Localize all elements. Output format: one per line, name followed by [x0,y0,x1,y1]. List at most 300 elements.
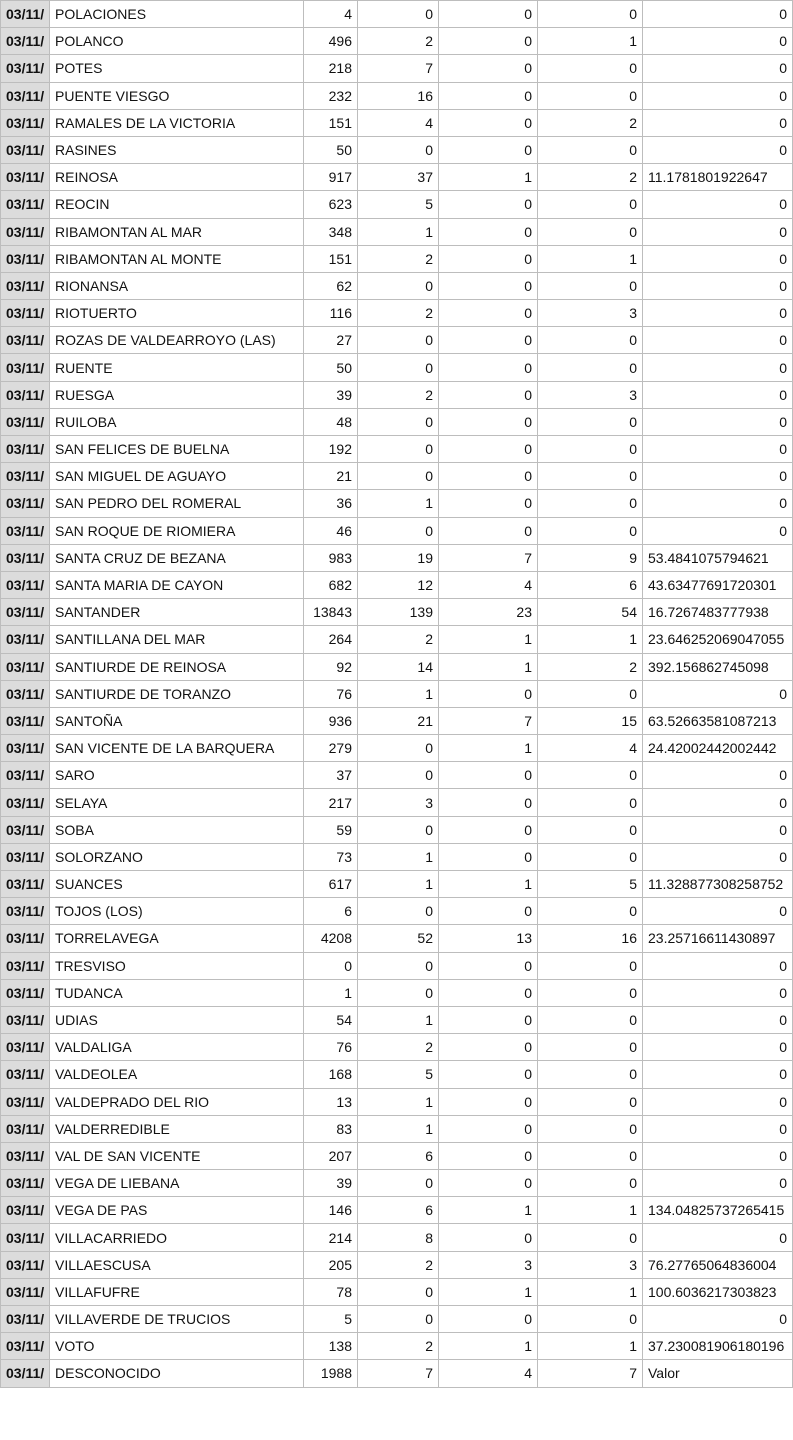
value-cell-3[interactable]: 0 [439,1006,538,1033]
municipality-cell[interactable]: RAMALES DE LA VICTORIA [50,109,304,136]
date-cell[interactable]: 03/11/ [1,816,50,843]
value-cell-3[interactable]: 0 [439,191,538,218]
value-cell-3[interactable]: 0 [439,245,538,272]
value-cell-5[interactable]: 0 [643,109,793,136]
value-cell-4[interactable]: 2 [538,109,643,136]
value-cell-4[interactable]: 0 [538,436,643,463]
municipality-cell[interactable]: VILLACARRIEDO [50,1224,304,1251]
municipality-cell[interactable]: VALDEOLEA [50,1061,304,1088]
value-cell-4[interactable]: 0 [538,408,643,435]
value-cell-4[interactable]: 1 [538,626,643,653]
value-cell-2[interactable]: 2 [358,1333,439,1360]
value-cell-3[interactable]: 0 [439,1115,538,1142]
value-cell-4[interactable]: 1 [538,245,643,272]
date-cell[interactable]: 03/11/ [1,1142,50,1169]
value-cell-5[interactable]: 16.7267483777938 [643,599,793,626]
value-cell-5[interactable]: 0 [643,490,793,517]
value-cell-1[interactable]: 617 [304,871,358,898]
date-cell[interactable]: 03/11/ [1,1197,50,1224]
value-cell-1[interactable]: 13843 [304,599,358,626]
value-cell-1[interactable]: 1988 [304,1360,358,1387]
date-cell[interactable]: 03/11/ [1,408,50,435]
value-cell-4[interactable]: 0 [538,1061,643,1088]
value-cell-1[interactable]: 37 [304,762,358,789]
date-cell[interactable]: 03/11/ [1,544,50,571]
value-cell-3[interactable]: 1 [439,164,538,191]
value-cell-1[interactable]: 4208 [304,925,358,952]
value-cell-2[interactable]: 0 [358,735,439,762]
date-cell[interactable]: 03/11/ [1,1115,50,1142]
value-cell-5[interactable]: 0 [643,789,793,816]
value-cell-5[interactable]: 0 [643,463,793,490]
value-cell-5[interactable]: 0 [643,191,793,218]
municipality-cell[interactable]: RUENTE [50,354,304,381]
value-cell-1[interactable]: 76 [304,680,358,707]
value-cell-1[interactable]: 78 [304,1278,358,1305]
municipality-cell[interactable]: SAN PEDRO DEL ROMERAL [50,490,304,517]
value-cell-3[interactable]: 0 [439,762,538,789]
date-cell[interactable]: 03/11/ [1,1224,50,1251]
value-cell-1[interactable]: 138 [304,1333,358,1360]
value-cell-1[interactable]: 73 [304,843,358,870]
municipality-cell[interactable]: VILLAVERDE DE TRUCIOS [50,1306,304,1333]
date-cell[interactable]: 03/11/ [1,218,50,245]
municipality-cell[interactable]: RIOTUERTO [50,300,304,327]
value-cell-3[interactable]: 0 [439,354,538,381]
value-cell-4[interactable]: 0 [538,1142,643,1169]
value-cell-2[interactable]: 1 [358,680,439,707]
value-cell-3[interactable]: 0 [439,1088,538,1115]
date-cell[interactable]: 03/11/ [1,1170,50,1197]
date-cell[interactable]: 03/11/ [1,109,50,136]
value-cell-2[interactable]: 1 [358,1006,439,1033]
value-cell-3[interactable]: 0 [439,381,538,408]
value-cell-3[interactable]: 0 [439,463,538,490]
municipality-cell[interactable]: VILLAESCUSA [50,1251,304,1278]
value-cell-5[interactable]: 0 [643,82,793,109]
value-cell-1[interactable]: 13 [304,1088,358,1115]
value-cell-2[interactable]: 0 [358,979,439,1006]
date-cell[interactable]: 03/11/ [1,653,50,680]
value-cell-2[interactable]: 0 [358,898,439,925]
value-cell-5[interactable]: 0 [643,762,793,789]
value-cell-1[interactable]: 623 [304,191,358,218]
date-cell[interactable]: 03/11/ [1,1034,50,1061]
value-cell-5[interactable]: 392.156862745098 [643,653,793,680]
value-cell-5[interactable]: 0 [643,436,793,463]
value-cell-1[interactable]: 348 [304,218,358,245]
date-cell[interactable]: 03/11/ [1,1278,50,1305]
value-cell-3[interactable]: 0 [439,1,538,28]
value-cell-1[interactable]: 917 [304,164,358,191]
value-cell-3[interactable]: 0 [439,816,538,843]
value-cell-4[interactable]: 0 [538,354,643,381]
municipality-cell[interactable]: POLACIONES [50,1,304,28]
date-cell[interactable]: 03/11/ [1,82,50,109]
value-cell-5[interactable]: 134.04825737265415 [643,1197,793,1224]
value-cell-1[interactable]: 279 [304,735,358,762]
value-cell-3[interactable]: 0 [439,1306,538,1333]
value-cell-5[interactable]: 0 [643,843,793,870]
value-cell-4[interactable]: 0 [538,680,643,707]
value-cell-5[interactable]: 0 [643,816,793,843]
date-cell[interactable]: 03/11/ [1,680,50,707]
date-cell[interactable]: 03/11/ [1,735,50,762]
municipality-cell[interactable]: REINOSA [50,164,304,191]
value-cell-3[interactable]: 0 [439,55,538,82]
value-cell-3[interactable]: 0 [439,1034,538,1061]
date-cell[interactable]: 03/11/ [1,843,50,870]
value-cell-5[interactable]: 0 [643,1306,793,1333]
date-cell[interactable]: 03/11/ [1,300,50,327]
value-cell-5[interactable]: 0 [643,272,793,299]
value-cell-1[interactable]: 46 [304,517,358,544]
value-cell-5[interactable]: 23.646252069047055 [643,626,793,653]
date-cell[interactable]: 03/11/ [1,1306,50,1333]
value-cell-3[interactable]: 1 [439,1333,538,1360]
value-cell-5[interactable]: 0 [643,55,793,82]
value-cell-1[interactable]: 151 [304,109,358,136]
value-cell-1[interactable]: 21 [304,463,358,490]
value-cell-3[interactable]: 0 [439,517,538,544]
value-cell-3[interactable]: 0 [439,490,538,517]
value-cell-4[interactable]: 4 [538,735,643,762]
value-cell-1[interactable]: 218 [304,55,358,82]
date-cell[interactable]: 03/11/ [1,707,50,734]
value-cell-5[interactable]: 0 [643,408,793,435]
value-cell-1[interactable]: 4 [304,1,358,28]
value-cell-3[interactable]: 0 [439,789,538,816]
value-cell-3[interactable]: 0 [439,109,538,136]
municipality-cell[interactable]: SARO [50,762,304,789]
date-cell[interactable]: 03/11/ [1,626,50,653]
value-cell-5[interactable]: 0 [643,1061,793,1088]
value-cell-4[interactable]: 1 [538,1197,643,1224]
value-cell-4[interactable]: 2 [538,653,643,680]
value-cell-2[interactable]: 0 [358,436,439,463]
value-cell-5[interactable]: 63.52663581087213 [643,707,793,734]
value-cell-4[interactable]: 0 [538,327,643,354]
value-cell-2[interactable]: 8 [358,1224,439,1251]
value-cell-4[interactable]: 0 [538,272,643,299]
value-cell-1[interactable]: 50 [304,354,358,381]
value-cell-5[interactable]: 76.27765064836004 [643,1251,793,1278]
value-cell-3[interactable]: 7 [439,544,538,571]
value-cell-5[interactable]: 53.4841075794621 [643,544,793,571]
value-cell-1[interactable]: 48 [304,408,358,435]
municipality-cell[interactable]: SANTOÑA [50,707,304,734]
value-cell-4[interactable]: 0 [538,490,643,517]
value-cell-4[interactable]: 15 [538,707,643,734]
date-cell[interactable]: 03/11/ [1,436,50,463]
value-cell-2[interactable]: 1 [358,1115,439,1142]
value-cell-5[interactable]: 0 [643,245,793,272]
date-cell[interactable]: 03/11/ [1,381,50,408]
value-cell-3[interactable]: 0 [439,1170,538,1197]
municipality-cell[interactable]: SAN ROQUE DE RIOMIERA [50,517,304,544]
value-cell-5[interactable]: 0 [643,1,793,28]
value-cell-4[interactable]: 3 [538,1251,643,1278]
value-cell-5[interactable]: 0 [643,680,793,707]
date-cell[interactable]: 03/11/ [1,1,50,28]
value-cell-1[interactable]: 146 [304,1197,358,1224]
value-cell-2[interactable]: 1 [358,218,439,245]
value-cell-1[interactable]: 6 [304,898,358,925]
value-cell-2[interactable]: 1 [358,490,439,517]
date-cell[interactable]: 03/11/ [1,272,50,299]
value-cell-3[interactable]: 1 [439,1197,538,1224]
value-cell-4[interactable]: 0 [538,218,643,245]
municipality-cell[interactable]: VOTO [50,1333,304,1360]
value-cell-2[interactable]: 6 [358,1142,439,1169]
value-cell-4[interactable]: 0 [538,1006,643,1033]
value-cell-2[interactable]: 0 [358,517,439,544]
value-cell-4[interactable]: 3 [538,381,643,408]
value-cell-4[interactable]: 16 [538,925,643,952]
value-cell-2[interactable]: 0 [358,952,439,979]
value-cell-2[interactable]: 37 [358,164,439,191]
value-cell-3[interactable]: 0 [439,1142,538,1169]
municipality-cell[interactable]: TOJOS (LOS) [50,898,304,925]
municipality-cell[interactable]: RUILOBA [50,408,304,435]
value-cell-3[interactable]: 3 [439,1251,538,1278]
value-cell-4[interactable]: 0 [538,979,643,1006]
value-cell-2[interactable]: 7 [358,55,439,82]
date-cell[interactable]: 03/11/ [1,871,50,898]
value-cell-1[interactable]: 62 [304,272,358,299]
value-cell-4[interactable]: 0 [538,1224,643,1251]
value-cell-2[interactable]: 2 [358,28,439,55]
value-cell-1[interactable]: 92 [304,653,358,680]
municipality-cell[interactable]: TUDANCA [50,979,304,1006]
value-cell-1[interactable]: 76 [304,1034,358,1061]
municipality-cell[interactable]: ROZAS DE VALDEARROYO (LAS) [50,327,304,354]
municipality-cell[interactable]: TORRELAVEGA [50,925,304,952]
value-cell-2[interactable]: 3 [358,789,439,816]
value-cell-1[interactable]: 205 [304,1251,358,1278]
value-cell-2[interactable]: 2 [358,626,439,653]
value-cell-2[interactable]: 0 [358,327,439,354]
municipality-cell[interactable]: SOBA [50,816,304,843]
value-cell-3[interactable]: 0 [439,300,538,327]
value-cell-4[interactable]: 7 [538,1360,643,1387]
value-cell-5[interactable]: 100.6036217303823 [643,1278,793,1305]
value-cell-2[interactable]: 0 [358,136,439,163]
value-cell-4[interactable]: 5 [538,871,643,898]
value-cell-3[interactable]: 0 [439,952,538,979]
municipality-cell[interactable]: POLANCO [50,28,304,55]
municipality-cell[interactable]: PUENTE VIESGO [50,82,304,109]
date-cell[interactable]: 03/11/ [1,191,50,218]
value-cell-4[interactable]: 0 [538,1034,643,1061]
value-cell-4[interactable]: 0 [538,1306,643,1333]
date-cell[interactable]: 03/11/ [1,517,50,544]
value-cell-5[interactable]: 0 [643,952,793,979]
date-cell[interactable]: 03/11/ [1,1360,50,1387]
value-cell-1[interactable]: 682 [304,571,358,598]
date-cell[interactable]: 03/11/ [1,245,50,272]
value-cell-4[interactable]: 0 [538,517,643,544]
date-cell[interactable]: 03/11/ [1,28,50,55]
municipality-cell[interactable]: SANTIURDE DE REINOSA [50,653,304,680]
value-cell-3[interactable]: 0 [439,218,538,245]
value-cell-4[interactable]: 0 [538,762,643,789]
value-cell-2[interactable]: 6 [358,1197,439,1224]
value-cell-2[interactable]: 0 [358,1278,439,1305]
value-cell-5[interactable]: 0 [643,381,793,408]
value-cell-1[interactable]: 217 [304,789,358,816]
value-cell-4[interactable]: 0 [538,789,643,816]
value-cell-1[interactable]: 168 [304,1061,358,1088]
municipality-cell[interactable]: RIBAMONTAN AL MONTE [50,245,304,272]
value-cell-4[interactable]: 0 [538,843,643,870]
value-cell-4[interactable]: 0 [538,816,643,843]
value-cell-5[interactable]: 11.1781801922647 [643,164,793,191]
value-cell-3[interactable]: 0 [439,82,538,109]
value-cell-3[interactable]: 0 [439,28,538,55]
date-cell[interactable]: 03/11/ [1,979,50,1006]
value-cell-5[interactable]: 0 [643,218,793,245]
value-cell-3[interactable]: 1 [439,653,538,680]
value-cell-1[interactable]: 496 [304,28,358,55]
date-cell[interactable]: 03/11/ [1,789,50,816]
date-cell[interactable]: 03/11/ [1,1061,50,1088]
municipality-cell[interactable]: VALDALIGA [50,1034,304,1061]
value-cell-3[interactable]: 13 [439,925,538,952]
value-cell-5[interactable]: 0 [643,136,793,163]
value-cell-4[interactable]: 1 [538,1333,643,1360]
value-cell-4[interactable]: 0 [538,55,643,82]
value-cell-2[interactable]: 1 [358,1088,439,1115]
date-cell[interactable]: 03/11/ [1,490,50,517]
value-cell-2[interactable]: 0 [358,762,439,789]
value-cell-2[interactable]: 2 [358,300,439,327]
value-cell-1[interactable]: 54 [304,1006,358,1033]
value-cell-3[interactable]: 0 [439,136,538,163]
value-cell-2[interactable]: 19 [358,544,439,571]
value-cell-4[interactable]: 0 [538,191,643,218]
municipality-cell[interactable]: REOCIN [50,191,304,218]
value-cell-2[interactable]: 2 [358,381,439,408]
value-cell-2[interactable]: 1 [358,871,439,898]
date-cell[interactable]: 03/11/ [1,327,50,354]
municipality-cell[interactable]: SELAYA [50,789,304,816]
value-cell-4[interactable]: 6 [538,571,643,598]
value-cell-5[interactable]: 0 [643,979,793,1006]
value-cell-4[interactable]: 0 [538,898,643,925]
municipality-cell[interactable]: SOLORZANO [50,843,304,870]
value-cell-3[interactable]: 0 [439,436,538,463]
value-cell-1[interactable]: 116 [304,300,358,327]
value-cell-2[interactable]: 52 [358,925,439,952]
value-cell-2[interactable]: 5 [358,1061,439,1088]
value-cell-1[interactable]: 936 [304,707,358,734]
value-cell-1[interactable]: 27 [304,327,358,354]
value-cell-3[interactable]: 0 [439,272,538,299]
value-cell-2[interactable]: 2 [358,1034,439,1061]
value-cell-5[interactable]: 11.328877308258752 [643,871,793,898]
municipality-cell[interactable]: DESCONOCIDO [50,1360,304,1387]
value-cell-1[interactable]: 36 [304,490,358,517]
value-cell-1[interactable]: 151 [304,245,358,272]
municipality-cell[interactable]: SANTA CRUZ DE BEZANA [50,544,304,571]
value-cell-2[interactable]: 7 [358,1360,439,1387]
municipality-cell[interactable]: RIONANSA [50,272,304,299]
value-cell-1[interactable]: 192 [304,436,358,463]
value-cell-4[interactable]: 3 [538,300,643,327]
date-cell[interactable]: 03/11/ [1,571,50,598]
municipality-cell[interactable]: RASINES [50,136,304,163]
value-cell-1[interactable]: 0 [304,952,358,979]
value-cell-2[interactable]: 12 [358,571,439,598]
date-cell[interactable]: 03/11/ [1,952,50,979]
value-cell-2[interactable]: 2 [358,245,439,272]
value-cell-3[interactable]: 0 [439,843,538,870]
date-cell[interactable]: 03/11/ [1,354,50,381]
value-cell-5[interactable]: Valor [643,1360,793,1387]
value-cell-2[interactable]: 5 [358,191,439,218]
municipality-cell[interactable]: SANTIURDE DE TORANZO [50,680,304,707]
date-cell[interactable]: 03/11/ [1,898,50,925]
date-cell[interactable]: 03/11/ [1,762,50,789]
value-cell-4[interactable]: 2 [538,164,643,191]
value-cell-2[interactable]: 0 [358,1170,439,1197]
value-cell-4[interactable]: 0 [538,1170,643,1197]
value-cell-5[interactable]: 0 [643,327,793,354]
municipality-cell[interactable]: VALDEPRADO DEL RIO [50,1088,304,1115]
value-cell-1[interactable]: 983 [304,544,358,571]
value-cell-1[interactable]: 207 [304,1142,358,1169]
value-cell-1[interactable]: 59 [304,816,358,843]
value-cell-5[interactable]: 0 [643,1142,793,1169]
value-cell-3[interactable]: 23 [439,599,538,626]
municipality-cell[interactable]: VILLAFUFRE [50,1278,304,1305]
value-cell-2[interactable]: 139 [358,599,439,626]
value-cell-4[interactable]: 0 [538,463,643,490]
value-cell-1[interactable]: 39 [304,381,358,408]
value-cell-3[interactable]: 0 [439,1224,538,1251]
municipality-cell[interactable]: SAN VICENTE DE LA BARQUERA [50,735,304,762]
municipality-cell[interactable]: SUANCES [50,871,304,898]
municipality-cell[interactable]: SANTANDER [50,599,304,626]
value-cell-4[interactable]: 54 [538,599,643,626]
value-cell-4[interactable]: 1 [538,1278,643,1305]
municipality-cell[interactable]: UDIAS [50,1006,304,1033]
value-cell-2[interactable]: 0 [358,816,439,843]
value-cell-5[interactable]: 37.230081906180196 [643,1333,793,1360]
value-cell-3[interactable]: 7 [439,707,538,734]
value-cell-4[interactable]: 0 [538,952,643,979]
value-cell-5[interactable]: 23.25716611430897 [643,925,793,952]
municipality-cell[interactable]: VALDERREDIBLE [50,1115,304,1142]
value-cell-5[interactable]: 43.63477691720301 [643,571,793,598]
value-cell-4[interactable]: 0 [538,136,643,163]
date-cell[interactable]: 03/11/ [1,164,50,191]
municipality-cell[interactable]: RUESGA [50,381,304,408]
value-cell-3[interactable]: 0 [439,408,538,435]
municipality-cell[interactable]: TRESVISO [50,952,304,979]
date-cell[interactable]: 03/11/ [1,1088,50,1115]
value-cell-5[interactable]: 0 [643,1115,793,1142]
value-cell-4[interactable]: 9 [538,544,643,571]
municipality-cell[interactable]: VEGA DE PAS [50,1197,304,1224]
value-cell-2[interactable]: 0 [358,408,439,435]
municipality-cell[interactable]: RIBAMONTAN AL MAR [50,218,304,245]
value-cell-5[interactable]: 0 [643,1170,793,1197]
value-cell-2[interactable]: 4 [358,109,439,136]
municipality-cell[interactable]: VEGA DE LIEBANA [50,1170,304,1197]
date-cell[interactable]: 03/11/ [1,136,50,163]
